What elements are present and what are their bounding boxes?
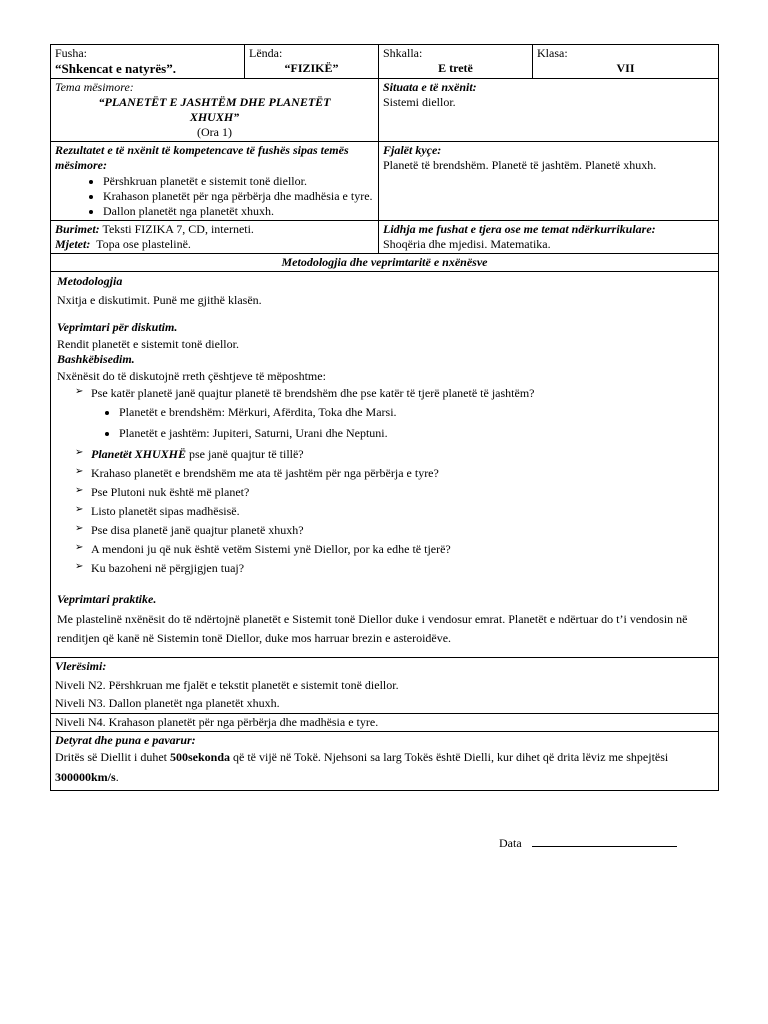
veprimtari-praktike-text: Me plastelinë nxënësit do të ndërtojnë planetët e Sistemit tonë Diellor duke i vendosur emrat. Planetët e ndërtuar do t’i vendosin në renditjen që kanë në Sistemin tonë Diellor, duke mos harruar brezin e asteroidëve.: [57, 612, 688, 645]
list-item: ➢ Listo planetët sipas madhësisë.: [75, 504, 240, 519]
arrow-bullet-icon: ➢: [75, 386, 84, 398]
tema-title: “PLANETËT E JASHTËM DHE PLANETËT XHUXH”: [98, 95, 331, 125]
bashkebisedim-intro: Nxënësit do të diskutojnë rreth çështjeve të mëposhtme:: [57, 369, 326, 384]
shkalla-label: Shkalla:: [383, 46, 423, 60]
veprimtari-diskutim-label: Veprimtari për diskutim.: [57, 320, 178, 335]
detyrat-label: Detyrat dhe puna e pavarur:: [55, 733, 196, 748]
situata-label: Situata e të nxënit:: [383, 80, 477, 95]
vleresimi-label-row: [51, 658, 719, 676]
fjalet-label: Fjalët kyçe:: [383, 143, 442, 158]
burimet-row: [51, 221, 719, 254]
vleresimi-level: Niveli N4. Krahason planetët për nga përbërja dhe madhësia e tyre.: [55, 715, 379, 730]
date-field: [499, 836, 677, 851]
lidhja-cell: [379, 221, 719, 254]
detyrat-row: [51, 732, 719, 790]
fjalet-cell: [379, 142, 719, 221]
lidhja-value: Shoqëria dhe mjedisi. Matematika.: [383, 237, 551, 252]
questions-list: [57, 386, 712, 576]
metodologjia-label: Metodologjia: [57, 274, 123, 289]
shkalla-cell: [379, 45, 533, 79]
list-item: ➢ Pse katër planetë janë quajtur planetë të brendshëm dhe pse katër të tjerë planetë të jashtëm? • Planetët e brendshëm: Mërkuri, Afërdita, Toka dhe Marsi. • Planetët e jashtëm: Jupiteri, Saturni, Urani dhe Neptuni.: [75, 386, 712, 441]
fusha-cell: [51, 45, 245, 79]
vleresimi-last-cell: [51, 714, 719, 732]
tema-cell: [51, 79, 379, 142]
vleresimi-level: Niveli N3. Dallon planetët nga planetët xhuxh.: [55, 696, 280, 711]
list-item: ➢ Pse Plutoni nuk është më planet?: [75, 485, 250, 500]
arrow-bullet-icon: ➢: [75, 542, 84, 554]
situata-cell: [379, 79, 719, 142]
lesson-plan-table: [50, 44, 719, 791]
list-item: • Përshkruan planetët e sistemit tonë diellor.: [103, 174, 374, 189]
metodologjia-row: [51, 272, 719, 658]
lenda-cell: [245, 45, 379, 79]
fusha-value: “Shkencat e natyrës”.: [55, 61, 176, 76]
shkalla-value: E tretë: [438, 61, 473, 75]
metodologjia-header-row: [51, 254, 719, 272]
arrow-bullet-icon: ➢: [75, 447, 84, 459]
tema-label: Tema mësimore:: [55, 80, 134, 95]
rezultatet-row: [51, 142, 719, 221]
list-item: ➢ A mendoni ju që nuk është vetëm Sistemi ynë Diellor, por ka edhe të tjerë?: [75, 542, 451, 557]
vleresimi-label: Vlerësimi:: [55, 659, 107, 674]
list-item: ➢ Planetët XHUXHË pse janë quajtur të tillë?: [75, 447, 304, 462]
situata-value: Sistemi diellor.: [383, 95, 456, 110]
list-item: ➢ Ku bazoheni në përgjigjen tuaj?: [75, 561, 245, 576]
vleresimi-level: Niveli N2. Përshkruan me fjalët e tekstit planetët e sistemit tonë diellor.: [55, 678, 399, 693]
list-item: ➢ Krahaso planetët e brendshëm me ata të jashtëm për nga përbërja e tyre?: [75, 466, 439, 481]
klasa-cell: [533, 45, 719, 79]
rezultatet-list: [55, 174, 374, 219]
lidhja-label: Lidhja me fushat e tjera ose me temat ndërkurrikulare:: [383, 222, 656, 237]
klasa-value: VII: [616, 61, 635, 75]
vleresimi-last-row: [51, 714, 719, 732]
rezultatet-cell: [51, 142, 379, 221]
tema-ora: (Ora 1): [197, 125, 232, 140]
arrow-bullet-icon: ➢: [75, 561, 84, 573]
list-item: • Dallon planetët nga planetët xhuxh.: [103, 204, 374, 219]
tema-row: [51, 79, 719, 142]
header-row: [51, 45, 719, 79]
metodologjia-cell: [51, 272, 719, 658]
detyrat-text: Dritës së Diellit i duhet 500sekonda që të vijë në Tokë. Njehsoni sa larg Tokës është Dielli, kur dihet që drita lëviz me shpejtësi 300000km/s.: [55, 750, 669, 784]
arrow-bullet-icon: ➢: [75, 504, 84, 516]
mjetet-value: Topa ose plastelinë.: [90, 237, 191, 252]
arrow-bullet-icon: ➢: [75, 466, 84, 478]
vleresimi-row: [51, 675, 719, 714]
vleresimi-cell: [51, 675, 719, 714]
list-item: • Planetët e jashtëm: Jupiteri, Saturni, Urani dhe Neptuni.: [119, 426, 712, 441]
list-item: • Krahason planetët për nga përbërja dhe madhësia e tyre.: [103, 189, 374, 204]
veprimtari-diskutim-text: Rendit planetët e sistemit tonë diellor.: [57, 337, 239, 352]
date-label: Data: [499, 836, 522, 850]
vleresimi-label-cell: [51, 658, 719, 676]
list-item: • Planetët e brendshëm: Mërkuri, Afërdita, Toka dhe Marsi.: [119, 405, 712, 420]
burimet-label: Burimet:: [55, 222, 100, 237]
mjetet-label: Mjetet:: [55, 237, 91, 252]
metodologjia-header: Metodologjia dhe veprimtaritë e nxënësve: [51, 254, 719, 272]
rezultatet-label: Rezultatet e të nxënit të kompetencave të fushës sipas temës mësimore:: [55, 143, 349, 173]
fjalet-value: Planetë të brendshëm. Planetë të jashtëm. Planetë xhuxh.: [383, 158, 657, 173]
burimet-value: Teksti FIZIKA 7, CD, interneti.: [99, 222, 254, 237]
veprimtari-praktike-label: Veprimtari praktike.: [57, 592, 157, 607]
arrow-bullet-icon: ➢: [75, 485, 84, 497]
lenda-value: “FIZIKË”: [284, 61, 339, 75]
list-item: ➢ Pse disa planetë janë quajtur planetë xhuxh?: [75, 523, 304, 538]
detyrat-cell: [51, 732, 719, 790]
klasa-label: Klasa:: [537, 46, 568, 60]
metodologjia-text: Nxitja e diskutimit. Punë me gjithë klasën.: [57, 293, 262, 308]
fusha-label: Fusha:: [55, 46, 88, 60]
arrow-bullet-icon: ➢: [75, 523, 84, 535]
bashkebisedim-label: Bashkëbisedim.: [57, 352, 135, 367]
burimet-cell: [51, 221, 379, 254]
date-line: [532, 836, 677, 847]
sub-list: [91, 405, 712, 441]
lenda-label: Lënda:: [249, 46, 283, 60]
lesson-plan-document: [50, 44, 718, 791]
